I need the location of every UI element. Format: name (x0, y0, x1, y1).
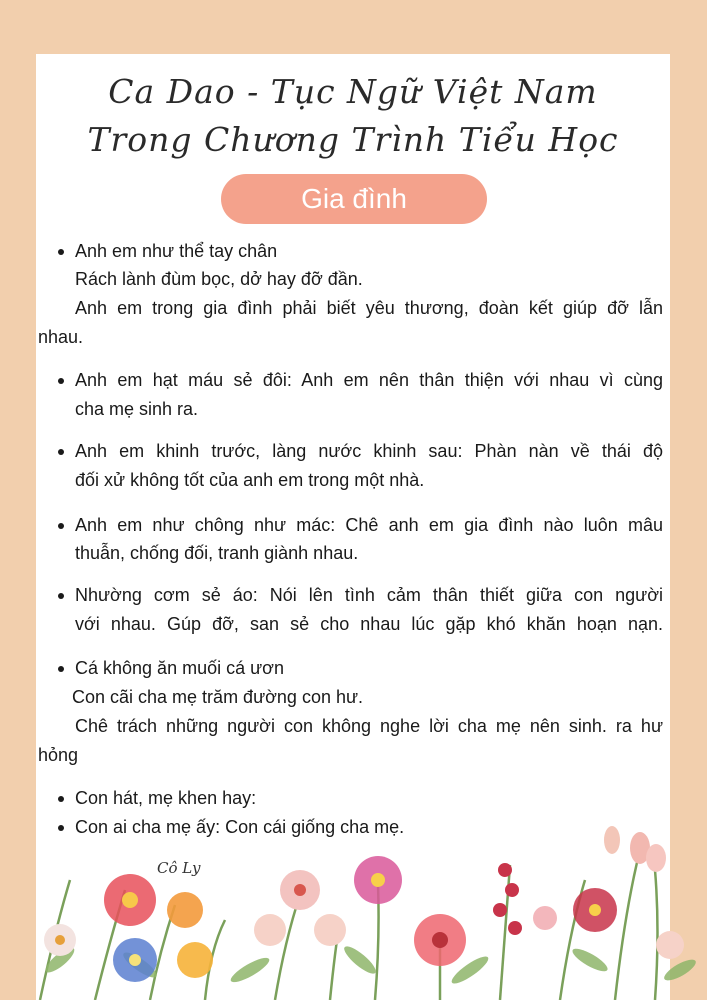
list-item-line: hỏng (38, 745, 79, 765)
list-item: Anh em như chông như mác: Chê anh em gia đình nào luôn mâu (75, 515, 663, 535)
list-item-line: Rách lành đùm bọc, dở hay đỡ đần. (75, 269, 363, 289)
list-item: Con ai cha mẹ ấy: Con cái giống cha mẹ. (75, 817, 405, 837)
floral-border-illustration (0, 810, 707, 1000)
list-item-line: cha mẹ sinh ra. (75, 399, 199, 419)
list-item-line: Anh em trong gia đình phải biết yêu thương, đoàn kết giúp đỡ lẫn (75, 298, 663, 318)
list-item-line: nhau. (38, 327, 84, 347)
list-item: Anh em hạt máu sẻ đôi: Anh em nên thân thiện với nhau vì cùng (75, 370, 663, 390)
page-title-line-2: Trong Chương Trình Tiểu Học (87, 120, 619, 159)
list-item-line: Chê trách những người con không nghe lời cha mẹ nên sinh. ra hư (75, 716, 663, 736)
list-item: Con hát, mẹ khen hay: (75, 788, 257, 808)
list-item: Cá không ăn muối cá ươn (75, 658, 284, 678)
section-badge: Gia đình (221, 174, 487, 224)
list-item-line: với nhau. Gúp đỡ, san sẻ cho nhau lúc gặp khó khăn hoạn nạn. (75, 614, 663, 634)
list-item: Nhường cơm sẻ áo: Nói lên tình cảm thân thiết giữa con người (75, 585, 663, 605)
page-title-line-1: Ca Dao - Tục Ngữ Việt Nam (108, 72, 598, 111)
list-item-line: đối xử không tốt của anh em trong một nhà. (75, 470, 425, 490)
list-item: Anh em như thể tay chân (75, 241, 278, 261)
list-item-line: thuẫn, chống đối, tranh giành nhau. (75, 543, 359, 563)
list-item: Anh em khinh trước, làng nước khinh sau: Phàn nàn về thái độ (75, 441, 663, 461)
list-item-line: Con cãi cha mẹ trăm đường con hư. (72, 687, 364, 707)
author-signature: Cô Ly (157, 859, 201, 877)
